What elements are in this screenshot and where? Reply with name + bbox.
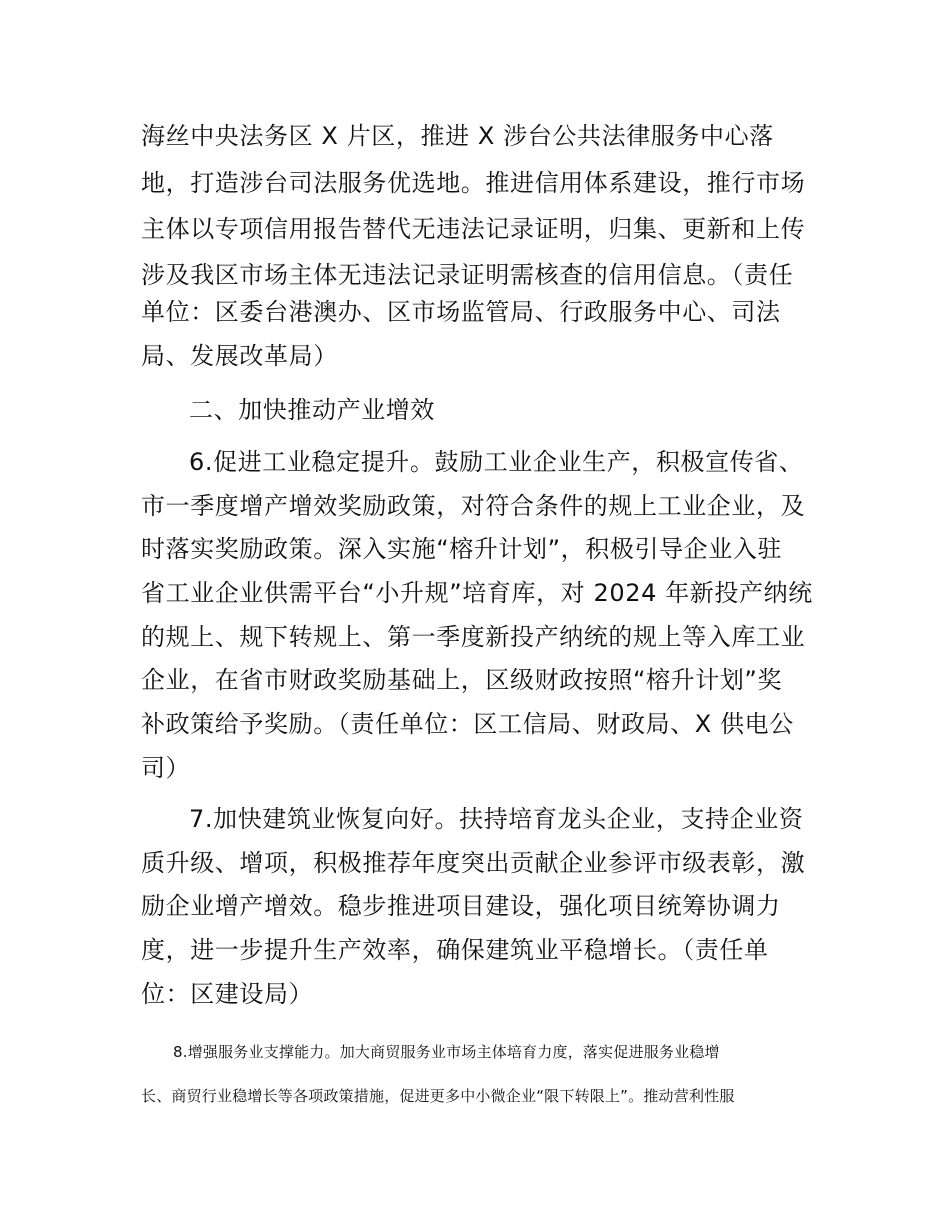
text-line: 涉及我区市场主体无违法记录证明需核查的信用信息。（责任: [141, 261, 794, 289]
text-line: 长、商贸行业稳增长等各项政策措施，促进更多中小微企业“限下转限上”。推动营利性服: [141, 1087, 735, 1105]
text-line: 海丝中央法务区 X 片区，推进 X 涉台公共法律服务中心落: [141, 122, 774, 150]
text-line: 励企业增产增效。稳步推进项目建设，强化项目统筹协调力: [141, 892, 781, 920]
text-line: 司）: [141, 754, 191, 782]
text-line: 单位：区委台港澳办、区市场监管局、行政服务中心、司法: [141, 298, 781, 326]
text-line: 地，打造涉台司法服务优选地。推进信用体系建设，推行市场: [141, 169, 806, 197]
section-heading: 二、加快推动产业增效: [189, 396, 435, 424]
text-line: 的规上、规下转规上、第一季度新投产纳统的规上等入库工业: [141, 623, 806, 651]
text-line: 度，进一步提升生产效率，确保建筑业平稳增长。（责任单: [141, 936, 769, 964]
text-line: 8.增强服务业支撑能力。加大商贸服务业市场主体培育力度，落实促进服务业稳增: [173, 1043, 720, 1061]
text-line: 市一季度增产增效奖励政策，对符合条件的规上工业企业，及: [141, 492, 806, 520]
text-line: 省工业企业供需平台“小升规”培育库，对 2024 年新投产纳统: [141, 579, 813, 607]
text-line: 主体以专项信用报告替代无违法记录证明，归集、更新和上传: [141, 215, 806, 243]
text-line: 6.促进工业稳定提升。鼓励工业企业生产，积极宣传省、: [189, 448, 804, 476]
text-line: 时落实奖励政策。深入实施“榕升计划”，积极引导企业入驻: [141, 535, 783, 563]
text-line: 局、发展改革局）: [141, 342, 338, 370]
text-line: 质升级、增项，积极推荐年度突出贡献企业参评市级表彰，激: [141, 849, 806, 877]
text-line: 位：区建设局）: [141, 980, 314, 1008]
text-line: 企业，在省市财政奖励基础上，区级财政按照“榕升计划”奖: [141, 666, 783, 694]
text-line: 补政策给予奖励。（责任单位：区工信局、财政局、X 供电公: [141, 710, 794, 738]
text-line: 7.加快建筑业恢复向好。扶持培育龙头企业，支持企业资: [189, 805, 804, 833]
